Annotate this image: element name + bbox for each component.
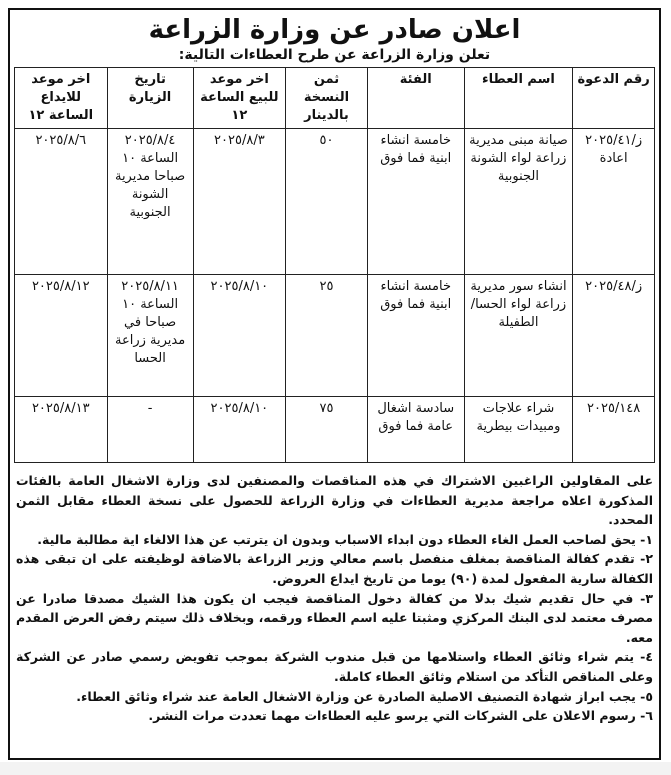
bottom-strip: [0, 762, 671, 775]
note-intro: على المقاولين الراغبين الاشتراك في هذه المناقصات والمصنفين لدى وزارة الاشغال العامة بالفئات المذكورة اعلاه مراجعة مديرية العطاءات في وزارة الزراعة للحصول على نسخة العطاء مقابل الثمن المحدد.: [16, 473, 653, 528]
header-category: الفئة: [367, 68, 464, 129]
cell-visit: ٢٠٢٥/٨/١١ الساعة ١٠ صباحا في مديرية زراعة الحسا: [107, 275, 193, 397]
note-item: ٦- رسوم الاعلان على الشركات التي يرسو عليه العطاءات مهما تعددت مرات النشر.: [148, 708, 653, 724]
note-item: ٥- يجب ابراز شهادة التصنيف الاصلية الصادرة عن وزارة الاشغال العامة عند شراء وثائق العطاء.: [76, 688, 653, 704]
cell-price: ٢٥: [286, 275, 368, 397]
cell-visit: ٢٠٢٥/٨/٤ الساعة ١٠ صباحا مديرية الشونة الجنوبية: [107, 129, 193, 275]
cell-price: ٥٠: [286, 129, 368, 275]
cell-name: انشاء سور مديرية زراعة لواء الحسا/ الطفيلة: [464, 275, 573, 397]
announcement-body: [10, 10, 659, 726]
tenders-table: [14, 67, 655, 463]
cell-number: ٢٠٢٥/١٤٨: [573, 397, 655, 463]
cell-category: خامسة انشاء ابنية فما فوق: [367, 275, 464, 397]
note-item: ٤- يتم شراء وثائق العطاء واستلامها من قبل مندوب الشركة بموجب تفويض رسمي صادر عن الشركة وعلى المناقص التأكد من استلام وثائق العطاء كاملة.: [16, 649, 653, 684]
cell-category: سادسة اشغال عامة فما فوق: [367, 397, 464, 463]
header-number: رقم الدعوة: [573, 68, 655, 129]
cell-number: ز/٢٠٢٥/٤١ اعادة: [573, 129, 655, 275]
header-visit: تاريخ الزيارة: [107, 68, 193, 129]
cell-name: شراء علاجات ومبيدات بيطرية: [464, 397, 573, 463]
cell-sale-deadline: ٢٠٢٥/٨/١٠: [193, 275, 286, 397]
header-sale-deadline: اخر موعد للبيع الساعة ١٢: [193, 68, 286, 129]
header-name: اسم العطاء: [464, 68, 573, 129]
announcement-title: اعلان صادر عن وزارة الزراعة: [148, 15, 521, 45]
note-item: ٣- في حال تقديم شيك بدلا من كفالة دخول المناقصة فيجب ان يكون هذا الشيك مصدقا صادرا عن مصرف معتمد لدى البنك المركزي ومثبتا عليه اسم العطاء ورقمه، وبخلاف ذلك سيتم رفض العرض المقدم معه.: [16, 590, 653, 645]
cell-deposit-deadline: ٢٠٢٥/٨/١٣: [15, 397, 108, 463]
announcement-subtitle: تعلن وزارة الزراعة عن طرح العطاءات التالية:: [178, 47, 491, 63]
cell-number: ز/٢٠٢٥/٤٨: [573, 275, 655, 397]
cell-sale-deadline: ٢٠٢٥/٨/٣: [193, 129, 286, 275]
cell-price: ٧٥: [286, 397, 368, 463]
table-row: [15, 275, 655, 397]
cell-visit: -: [107, 397, 193, 463]
cell-deposit-deadline: ٢٠٢٥/٨/٦: [15, 129, 108, 275]
table-header-row: [15, 68, 655, 129]
cell-name: صيانة مبنى مديرية زراعة لواء الشونة الجنوبية: [464, 129, 573, 275]
cell-category: خامسة انشاء ابنية فما فوق: [367, 129, 464, 275]
header-deposit-deadline: اخر موعد للايداع الساعة ١٢: [15, 68, 108, 129]
cell-sale-deadline: ٢٠٢٥/٨/١٠: [193, 397, 286, 463]
note-item: ٢- تقدم كفالة المناقصة بمغلف منفصل باسم معالي وزير الزراعة بالاضافة لوظيفته على ان تبقى هذه الكفالة سارية المفعول لمدة (٩٠) يوما من تاريخ ايداع العروض.: [16, 551, 653, 586]
table-row: [15, 397, 655, 463]
cell-deposit-deadline: ٢٠٢٥/٨/١٢: [15, 275, 108, 397]
announcement-frame: [8, 8, 661, 760]
header-price: ثمن النسخة بالدينار: [286, 68, 368, 129]
table-row: [15, 129, 655, 275]
note-item: ١- يحق لصاحب العمل الغاء العطاء دون ابداء الاسباب وبدون ان يترتب عن هذا الالغاء اية مطالبة مالية.: [37, 531, 653, 547]
terms-notes: [14, 471, 655, 726]
